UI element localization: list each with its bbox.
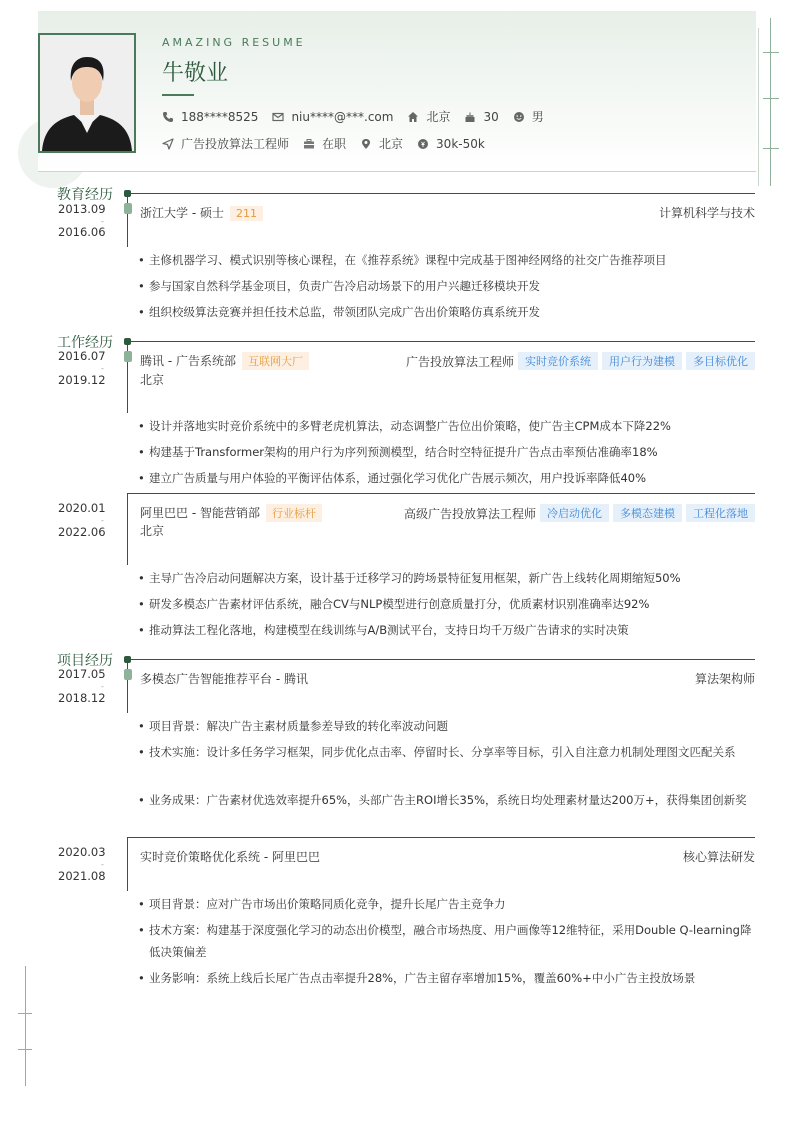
decorative-line <box>758 28 759 186</box>
role-text: 算法架构师 <box>694 672 755 686</box>
entry-marker <box>124 351 132 362</box>
list-item <box>138 567 758 589</box>
position-item <box>162 135 289 152</box>
entry-line <box>127 837 128 891</box>
entry-line <box>127 493 128 565</box>
company-name: 腾讯 - 广告系统部 <box>140 354 236 368</box>
bullet-text: • 项目背景：应对广告市场出价策略同质化竞争，提升长尾广告主竞争力 <box>149 897 506 911</box>
list-item <box>138 301 758 323</box>
entry-divider <box>127 837 755 838</box>
job-intent-row <box>162 135 499 152</box>
skill-tag: 用户行为建模 <box>602 352 682 370</box>
bullet-text: • 项目背景：解决广告主素材质量参差导致的转化率波动问题 <box>149 719 448 733</box>
skill-tag: 实时竞价系统 <box>518 352 598 370</box>
phone-text: 188****8525 <box>181 109 259 124</box>
decorative-line <box>770 18 771 186</box>
role-text: 广告投放算法工程师 <box>405 354 514 369</box>
skill-tag: 工程化落地 <box>686 504 755 522</box>
list-item <box>138 249 758 271</box>
decorative-line <box>25 966 26 1086</box>
bullet-text: • 研发多模态广告素材评估系统，融合CV与NLP模型进行创意质量打分，优质素材识别准确率达92% <box>149 597 650 611</box>
list-item <box>138 415 758 437</box>
edu-start-date: 2013.09 <box>58 202 106 216</box>
status-item <box>303 135 346 152</box>
work-city: 北京 <box>140 524 165 538</box>
list-item <box>138 893 758 915</box>
skill-tag: 多目标优化 <box>686 352 755 370</box>
company-name: 阿里巴巴 - 智能营销部 <box>140 506 260 520</box>
phone-item <box>162 110 258 124</box>
date-dash: - <box>101 364 104 373</box>
date-dash: - <box>101 682 104 691</box>
email-text: niu****@***.com <box>291 109 394 124</box>
smiley-icon <box>513 111 525 123</box>
school-name: 浙江大学 - 硕士 <box>140 206 224 220</box>
section-line <box>130 193 755 194</box>
work-end-date: 2019.12 <box>58 373 106 387</box>
project-role <box>695 670 755 687</box>
edu-school <box>140 204 263 221</box>
contact-row <box>162 108 558 125</box>
briefcase-icon <box>303 138 315 150</box>
paper-plane-icon <box>162 138 174 150</box>
work-role <box>404 504 755 522</box>
project-name: 实时竞价策略优化系统 - 阿里巴巴 <box>140 850 320 864</box>
bullet-text: • 主修机器学习、模式识别等核心课程，在《推荐系统》课程中完成基于图神经网络的社交广告推荐项目 <box>149 253 667 267</box>
skill-tag: 冷启动优化 <box>540 504 609 522</box>
bullet-text: • 参与国家自然科学基金项目，负责广告冷启动场景下的用户兴趣迁移模块开发 <box>149 279 540 293</box>
role-text: 高级广告投放算法工程师 <box>403 506 536 521</box>
work-role <box>406 352 755 370</box>
bullet-text: • 构建基于Transformer架构的用户行为序列预测模型，结合时空特征提升广告点击率预估准确率18% <box>149 445 658 459</box>
entry-marker <box>124 669 132 680</box>
edu-end-date: 2016.06 <box>58 225 106 239</box>
project-start-date: 2020.03 <box>58 845 106 859</box>
salary-text: 30k-50k <box>436 136 485 151</box>
list-item <box>138 467 758 489</box>
list-item <box>138 593 758 615</box>
section-line <box>130 341 755 342</box>
bullet-text: • 推动算法工程化落地，构建模型在线训练与A/B测试平台，支持日均千万级广告请求的实时决策 <box>149 623 629 637</box>
entry-divider <box>127 493 755 494</box>
project-name: 多模态广告智能推荐平台 - 腾讯 <box>140 672 308 686</box>
company-tag: 行业标杆 <box>266 504 322 522</box>
date-dash: - <box>101 516 104 525</box>
profile-photo <box>38 33 136 153</box>
project-role <box>683 848 755 865</box>
gender-text: 男 <box>531 110 544 124</box>
date-dash: - <box>101 217 104 226</box>
section-title-education: 教育经历 <box>57 187 113 203</box>
position-text: 广告投放算法工程师 <box>181 137 290 151</box>
city-text: 北京 <box>379 137 404 151</box>
list-item <box>138 741 758 763</box>
cake-icon <box>464 111 476 123</box>
salary-item <box>417 137 485 151</box>
work-end-date: 2022.06 <box>58 525 106 539</box>
decorative-tick <box>763 148 779 149</box>
avatar-portrait-icon <box>40 35 134 151</box>
project-start-date: 2017.05 <box>58 667 106 681</box>
list-item <box>138 789 758 811</box>
decorative-tick <box>763 98 779 99</box>
resume-eyebrow: AMAZING RESUME <box>162 36 306 49</box>
bullet-text: • 技术实施：设计多任务学习框架，同步优化点击率、停留时长、分享率等目标，引入自注意力机制处理图文匹配关系 <box>149 745 736 759</box>
role-text: 核心算法研发 <box>682 850 755 864</box>
list-item <box>138 715 758 737</box>
bullet-text: • 主导广告冷启动问题解决方案，设计基于迁移学习的跨场景特征复用框架，新广告上线转化周期缩短50% <box>149 571 681 585</box>
edu-major <box>659 204 755 221</box>
location-text: 北京 <box>426 110 451 124</box>
list-item <box>138 967 758 989</box>
email-icon <box>272 111 284 123</box>
work-city: 北京 <box>140 373 165 387</box>
header-divider <box>38 171 756 172</box>
phone-icon <box>162 111 174 123</box>
bullet-text: • 技术方案：构建基于深度强化学习的动态出价模型，融合市场热度、用户画像等12维特征，采用Double Q-learning降低决策偏差 <box>149 923 752 959</box>
section-line <box>130 659 755 660</box>
bullet-text: • 业务影响：系统上线后长尾广告点击率提升28%，广告主留存率增加15%，覆盖60%+中小广告主投放场景 <box>149 971 696 985</box>
gender-item <box>513 108 544 125</box>
project-end-date: 2021.08 <box>58 869 106 883</box>
section-title-work: 工作经历 <box>57 335 113 351</box>
candidate-name: 牛敬业 <box>162 61 229 86</box>
age-item <box>464 110 498 124</box>
decorative-tick <box>18 1049 32 1050</box>
section-title-projects: 项目经历 <box>57 653 113 669</box>
bullet-text: • 建立广告质量与用户体验的平衡评估体系，通过强化学习优化广告展示频次，用户投诉率降低40% <box>149 471 647 485</box>
location-item <box>407 108 450 125</box>
home-icon <box>407 111 419 123</box>
age-text: 30 <box>483 109 499 124</box>
entry-marker <box>124 203 132 214</box>
list-item <box>138 275 758 297</box>
map-pin-icon <box>360 138 372 150</box>
major-text: 计算机科学与技术 <box>658 206 755 220</box>
city-item <box>360 135 403 152</box>
name-underline <box>162 94 194 96</box>
email-item <box>272 110 393 124</box>
list-item <box>138 441 758 463</box>
list-item <box>138 619 758 641</box>
status-text: 在职 <box>322 137 347 151</box>
decorative-tick <box>763 52 779 53</box>
bullet-text: • 设计并落地实时竞价系统中的多臂老虎机算法，动态调整广告位出价策略，使广告主CPM成本下降22% <box>149 419 671 433</box>
work-start-date: 2016.07 <box>58 349 106 363</box>
work-start-date: 2020.01 <box>58 501 106 515</box>
work-company <box>140 352 309 370</box>
skill-tag: 多模态建模 <box>613 504 682 522</box>
bullet-text: • 组织校级算法竞赛并担任技术总监，带领团队完成广告出价策略仿真系统开发 <box>149 305 540 319</box>
bullet-text: • 业务成果：广告素材优选效率提升65%，头部广告主ROI增长35%，系统日均处理素材量达200万+，获得集团创新奖 <box>149 793 747 807</box>
work-company <box>140 504 322 522</box>
company-tag: 互联网大厂 <box>242 352 309 370</box>
decorative-tick <box>18 1013 32 1014</box>
list-item <box>138 919 758 963</box>
school-tag: 211 <box>230 206 263 221</box>
coin-icon <box>417 138 429 150</box>
project-end-date: 2018.12 <box>58 691 106 705</box>
date-dash: - <box>101 860 104 869</box>
